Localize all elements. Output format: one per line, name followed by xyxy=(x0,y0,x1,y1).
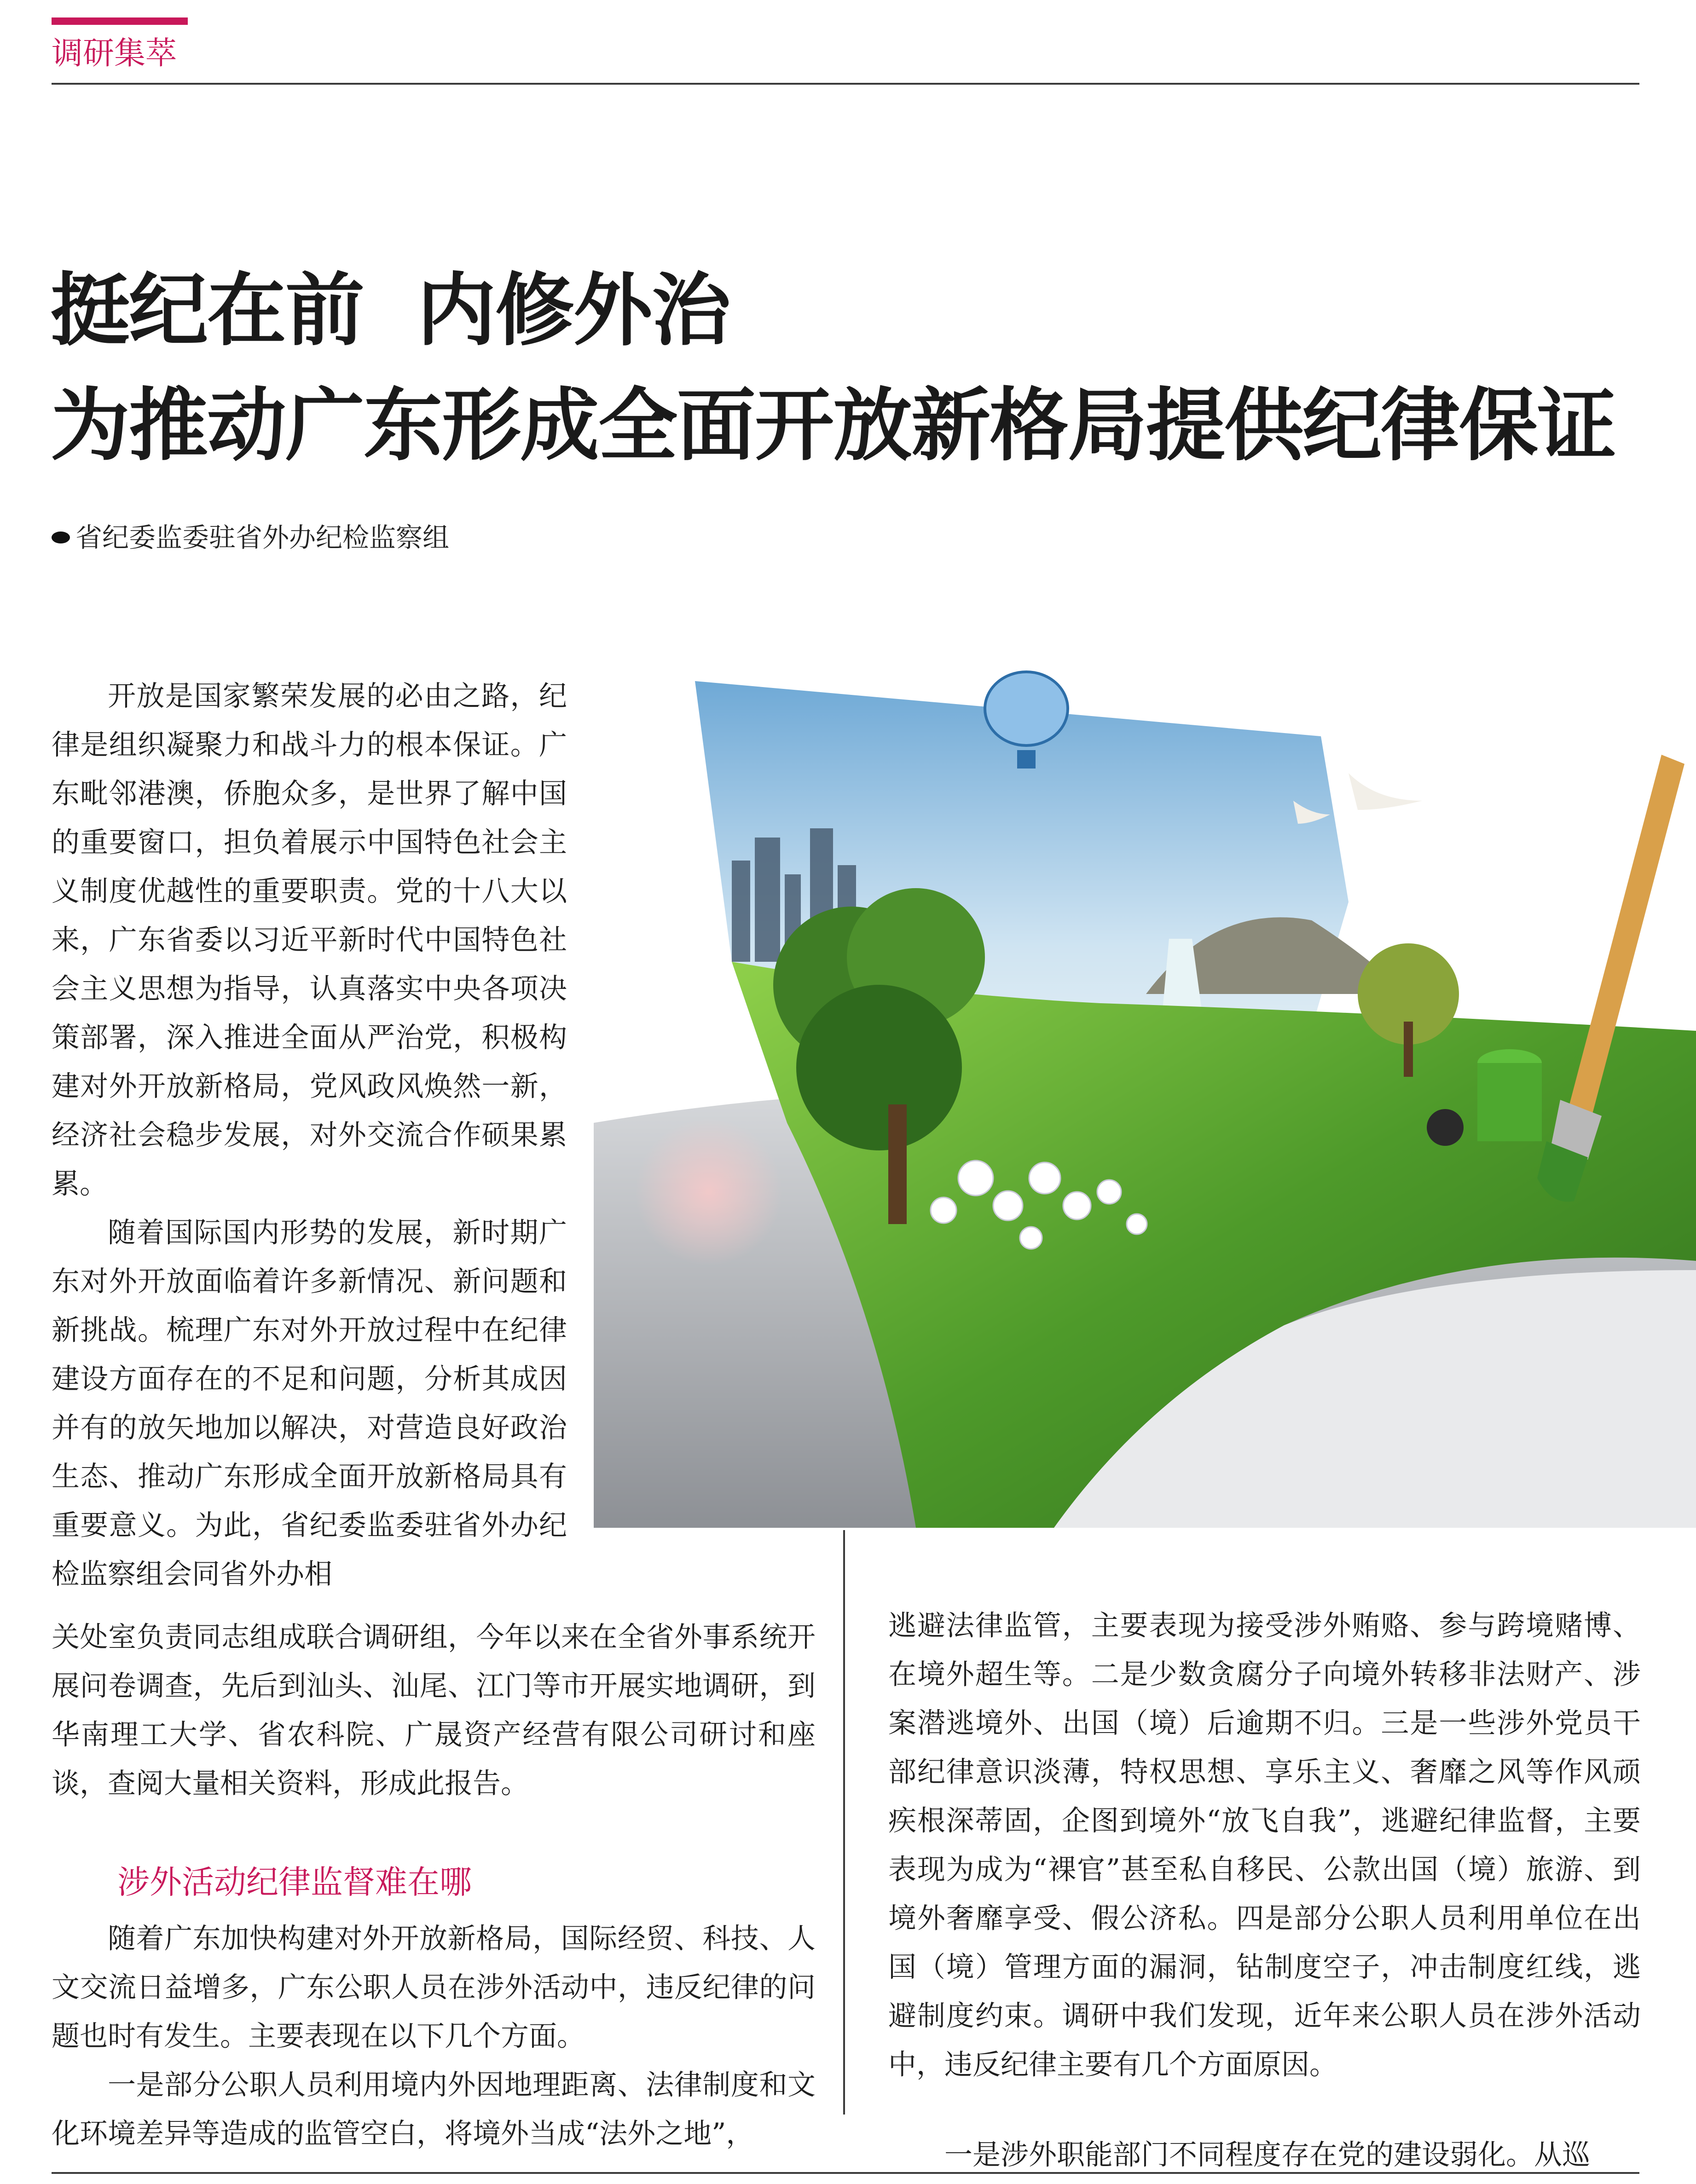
paragraph: 开放是国家繁荣发展的必由之路，纪律是组织凝聚力和战斗力的根本保证。广东毗邻港澳，侨胞众多，是世界了解中国的重要窗口，担负着展示中国特色社会主义制度优越性的重要职责。党的十八大以来，广东省委以习近平新时代中国特色社会主义思想为指导，认真落实中央各项决策部署，深入推进全面从严治党，积极构建对外开放新格局，党风政风焕然一新，经济社会稳步发展，对外交流合作硕果累累。 xyxy=(52,680,567,1200)
paragraph: 随着国际国内形势的发展，新时期广东对外开放面临着许多新情况、新问题和新挑战。梳理广东对外开放过程中在纪律建设方面存在的不足和问题，分析其成因并有的放矢地加以解决，对营造良好政治生态、推动广东形成全面开放新格局具有重要意义。为此，省纪委监委驻省外办纪检监察组会同省外办相 xyxy=(52,1216,567,1590)
footer-rule xyxy=(52,2172,1639,2174)
article-title-line2: 为推动广东形成全面开放新格局提供纪律保证 xyxy=(51,379,1615,472)
header-rule xyxy=(52,83,1639,85)
article-title-line1: 挺纪在前 内修外治 xyxy=(51,264,730,357)
bullet-dot-icon xyxy=(52,532,70,543)
column-divider xyxy=(843,1530,845,2115)
left-column-bottom xyxy=(52,1613,816,1808)
section-accent-bar xyxy=(52,17,188,25)
section-tag: 调研集萃 xyxy=(52,35,177,72)
left-column-sub xyxy=(52,1914,816,2158)
paragraph-continuation: 关处室负责同志组成联合调研组，今年以来在全省外事系统开展问卷调查，先后到汕头、汕尾、江门等市开展实地调研，到华南理工大学、省农科院、广晟资产经营有限公司研讨和座谈，查阅大量相关资料，形成此报告。 xyxy=(52,1621,816,1800)
section-subheading: 涉外活动纪律监督难在哪 xyxy=(117,1863,472,1901)
paragraph: 随着广东加快构建对外开放新格局，国际经贸、科技、人文交流日益增多，广东公职人员在涉外活动中，违反纪律的问题也时有发生。主要表现在以下几个方面。 xyxy=(52,1922,816,2052)
paragraph: 一是涉外职能部门不同程度存在党的建设弱化。从巡 xyxy=(944,2138,1591,2171)
landscape-illustration xyxy=(594,663,1696,1528)
right-column xyxy=(888,1601,1641,2179)
left-column-top xyxy=(52,672,567,1599)
byline-text: 省纪委监委驻省外办纪检监察组 xyxy=(75,522,450,553)
paragraph: 一是部分公职人员利用境内外因地理距离、法律制度和文化环境差异等造成的监管空白，将境外当成“法外之地”， xyxy=(52,2068,816,2150)
paragraph: 逃避法律监管，主要表现为接受涉外贿赂、参与跨境赌博、在境外超生等。二是少数贪腐分子向境外转移非法财产、涉案潜逃境外、出国（境）后逾期不归。三是一些涉外党员干部纪律意识淡薄，特权思想、享乐主义、奢靡之风等作风顽疾根深蒂固，企图到境外“放飞自我”，逃避纪律监督，主要表现为成为“裸官”甚至私自移民、公款出国（境）旅游、到境外奢靡享受、假公济私。四是部分公职人员利用单位在出国（境）管理方面的漏洞，钻制度空子，冲击制度红线，逃避制度约束。调研中我们发现，近年来公职人员在涉外活动中，违反纪律主要有几个方面原因。 xyxy=(888,1609,1641,2081)
byline xyxy=(52,519,449,556)
